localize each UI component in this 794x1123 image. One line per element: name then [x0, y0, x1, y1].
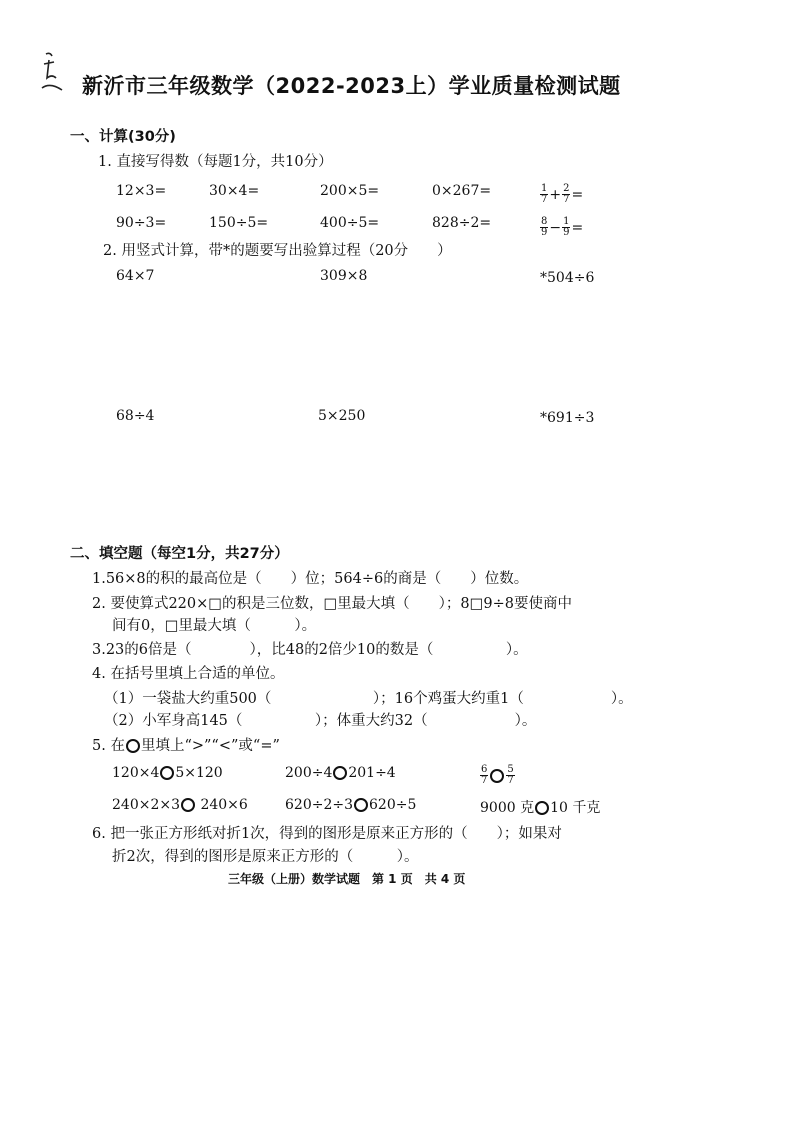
circle-icon: [181, 798, 195, 812]
fill-question-6: 6. 把一张正方形纸对折1次，得到的图形是原来正方形的（ ）；如果对: [92, 826, 562, 842]
q2-label: 2. 用竖式计算，带*的题要写出验算过程（20分 ）: [103, 243, 452, 259]
circle-icon: [354, 798, 368, 812]
vertical-calc-item: 5×250: [318, 408, 366, 424]
section-1-heading: 一、计算(30分): [70, 129, 176, 145]
calc-item: 150÷5=: [209, 215, 269, 231]
section-2-heading: 二、填空题（每空1分，共27分）: [70, 546, 289, 562]
fill-question-4: 4. 在括号里填上合适的单位。: [92, 666, 285, 682]
fill-question-4-2: （2）小军身高145（ ）；体重大约32（ ）。: [104, 713, 537, 729]
vertical-calc-item: 309×8: [320, 268, 368, 284]
compare-item: 120×4 5×120: [112, 765, 223, 781]
vertical-calc-item: 68÷4: [116, 408, 155, 424]
page-title: 新沂市三年级数学（2022-2023上）学业质量检测试题: [82, 74, 621, 98]
fill-question-4-1: （1）一袋盐大约重500（ ）；16个鸡蛋大约重1（ ）。: [104, 691, 633, 707]
fill-question-3: 3.23的6倍是（ ），比48的2倍少10的数是（ ）。: [92, 642, 528, 658]
compare-item: 9000 克 10 千克: [480, 800, 601, 816]
calc-item: 12×3=: [116, 183, 167, 199]
fraction-expression: $\frac{1}{7}$ + $\frac{2}{7}$ =: [541, 183, 584, 205]
calc-item: 90÷3=: [116, 215, 167, 231]
compare-item: 200÷4 201÷4: [285, 765, 396, 781]
vertical-calc-item: *691÷3: [540, 410, 595, 426]
calc-item: 30×4=: [209, 183, 260, 199]
circle-icon: [126, 739, 140, 753]
q1-label: 1. 直接写得数（每题1分，共10分）: [98, 154, 333, 170]
calc-item: 0×267=: [432, 183, 492, 199]
vertical-calc-item: 64×7: [116, 268, 155, 284]
fill-question-6-cont: 折2次，得到的图形是原来正方形的（ ）。: [112, 849, 419, 865]
fill-question-2-cont: 间有0，□里最大填（ ）。: [112, 618, 317, 634]
circle-icon: [160, 766, 174, 780]
vertical-calc-item: *504÷6: [540, 270, 595, 286]
fill-question-5: 5. 在 里填上“>”“<”或“=”: [92, 738, 280, 754]
circle-icon: [490, 769, 504, 783]
calc-item: 828÷2=: [432, 215, 492, 231]
circle-icon: [535, 801, 549, 815]
compare-item: 240×2×3 240×6: [112, 797, 248, 813]
handwritten-mark-icon: [40, 48, 70, 98]
calc-item: 200×5=: [320, 183, 380, 199]
compare-item: $\frac{6}{7}$ $\frac{5}{7}$: [481, 764, 514, 786]
page-footer: 三年级（上册）数学试题 第 1 页 共 4 页: [228, 872, 466, 886]
circle-icon: [333, 766, 347, 780]
compare-item: 620÷2÷3 620÷5: [285, 797, 417, 813]
fill-question-1: 1.56×8的积的最高位是（ ）位；564÷6的商是（ ）位数。: [92, 571, 529, 587]
fraction-expression: $\frac{8}{9}$ − $\frac{1}{9}$ =: [541, 216, 584, 238]
calc-item: 400÷5=: [320, 215, 380, 231]
fill-question-2: 2. 要使算式220×□的积是三位数，□里最大填（ ）；8□9÷8要使商中: [92, 596, 572, 612]
